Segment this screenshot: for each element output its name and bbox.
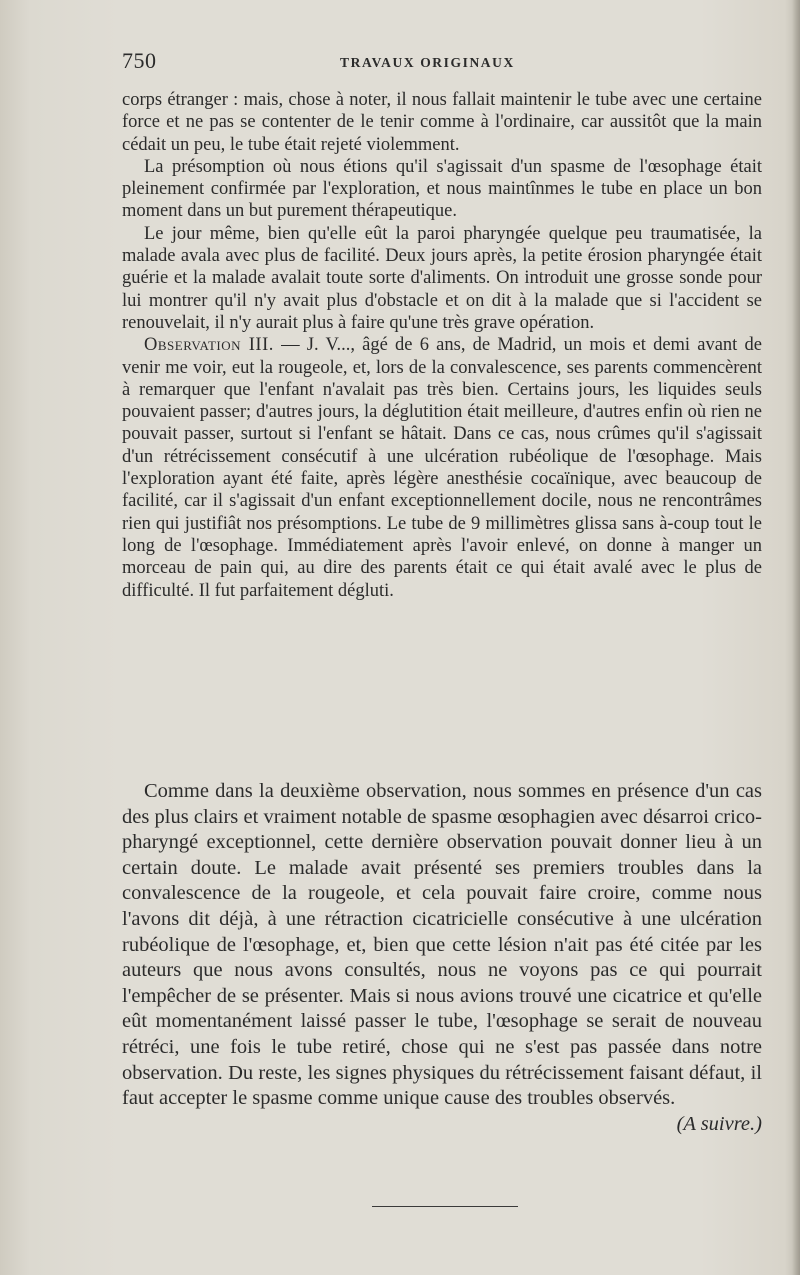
paragraph-continuation: corps étranger : mais, chose à noter, il nous fallait maintenir le tube avec une certaine force et ne pas se contenter de le tenir comme à l'ordinaire, car aussitôt que la main cédait un peu, le tube était rejeté violemment.	[122, 90, 762, 155]
running-header	[0, 48, 800, 76]
paragraph-conclusion	[122, 779, 762, 1135]
observation-text: — J. V..., âgé de 6 ans, de Madrid, un mois et demi avant de venir me voir, eut la rougeole, et, lors de la convalescence, ses parents commencèrent à remarquer que l'enfant n'avalait pas très bien. Certains jours, les liquides seuls pouvaient passer; d'autres jours, la déglutition était meilleure, d'autres enfin où rien ne pouvait passer, surtout si l'enfant se hâtait. Dans ce cas, nous crûmes qu'il s'agissait d'un rétrécissement consécutif à une ulcération rubéolique de l'œsophage. Mais l'exploration ayant été faite, après légère anesthésie cocaïnique, avec beaucoup de facilité, car il s'agissait d'un enfant exceptionnellement docile, nous ne rencontrâmes rien qui justifiât nos présomptions. Le tube de 9 millimètres glissa sans à-coup tout le long de l'œsophage. Immédiatement après l'avoir enlevé, on donne à manger un morceau de pain qui, au dire des parents était ce qui était avalé avec le plus de difficulté. Il fut parfaitement dégluti.	[122, 335, 762, 601]
body-text-large	[122, 779, 762, 1137]
page-number: 750	[122, 48, 157, 73]
paragraph-presumption: La présomption où nous étions qu'il s'agissait d'un spasme de l'œsophage était pleinement confirmée par l'exploration, et nous maintînmes le tube en place un bon moment dans un but purement thérapeutique.	[122, 156, 762, 222]
body-text-small	[122, 89, 762, 602]
observation-heading: Observation III.	[144, 335, 274, 356]
conclusion-text: Comme dans la deuxième observation, nous sommes en présence d'un cas des plus clairs et vraiment notable de spasme œsophagien avec désarroi crico-pharyngé exceptionnel, cette dernière observation pouvait donner lieu à un certain doute. Le malade avait présenté ses premiers troubles dans la convalescence de la rougeole, et cela pouvait faire croire, comme nous l'avons dit déjà, à une rétraction cicatricielle consécutive à une ulcération rubéolique de l'œsophage, et, bien que cette lésion n'ait pas été citée par les auteurs que nous avons consultés, nous ne voyons pas ce qui pourrait l'empêcher de se présenter. Mais si nous avions trouvé une cicatrice et qu'elle eût momentanément laissé passer le tube, l'œsophage se serait de nouveau rétréci, une fois le tube retiré, chose qui ne s'est pas passée dans notre observation. Du reste, les signes physiques du rétrécissement faisant défaut, il faut accepter le spasme comme unique cause des troubles observés.	[122, 780, 762, 1110]
paragraph-observation-3	[122, 334, 762, 602]
end-rule	[372, 1206, 518, 1207]
paragraph-same-day: Le jour même, bien qu'elle eût la paroi pharyngée quelque peu traumatisée, la malade avala avec plus de facilité. Deux jours après, la petite érosion pharyngée était guérie et la malade avalait toute sorte d'aliments. On introduit une grosse sonde pour lui montrer qu'il n'y avait plus d'obstacle et on dit à la malade que si l'accident se renouvelait, il n'y aurait plus à faire qu'une très grave opération.	[122, 223, 762, 333]
page-edge-shadow	[792, 0, 800, 1275]
running-title: TRAVAUX ORIGINAUX	[340, 55, 515, 70]
to-follow-note: (A suivre.)	[676, 1112, 762, 1135]
